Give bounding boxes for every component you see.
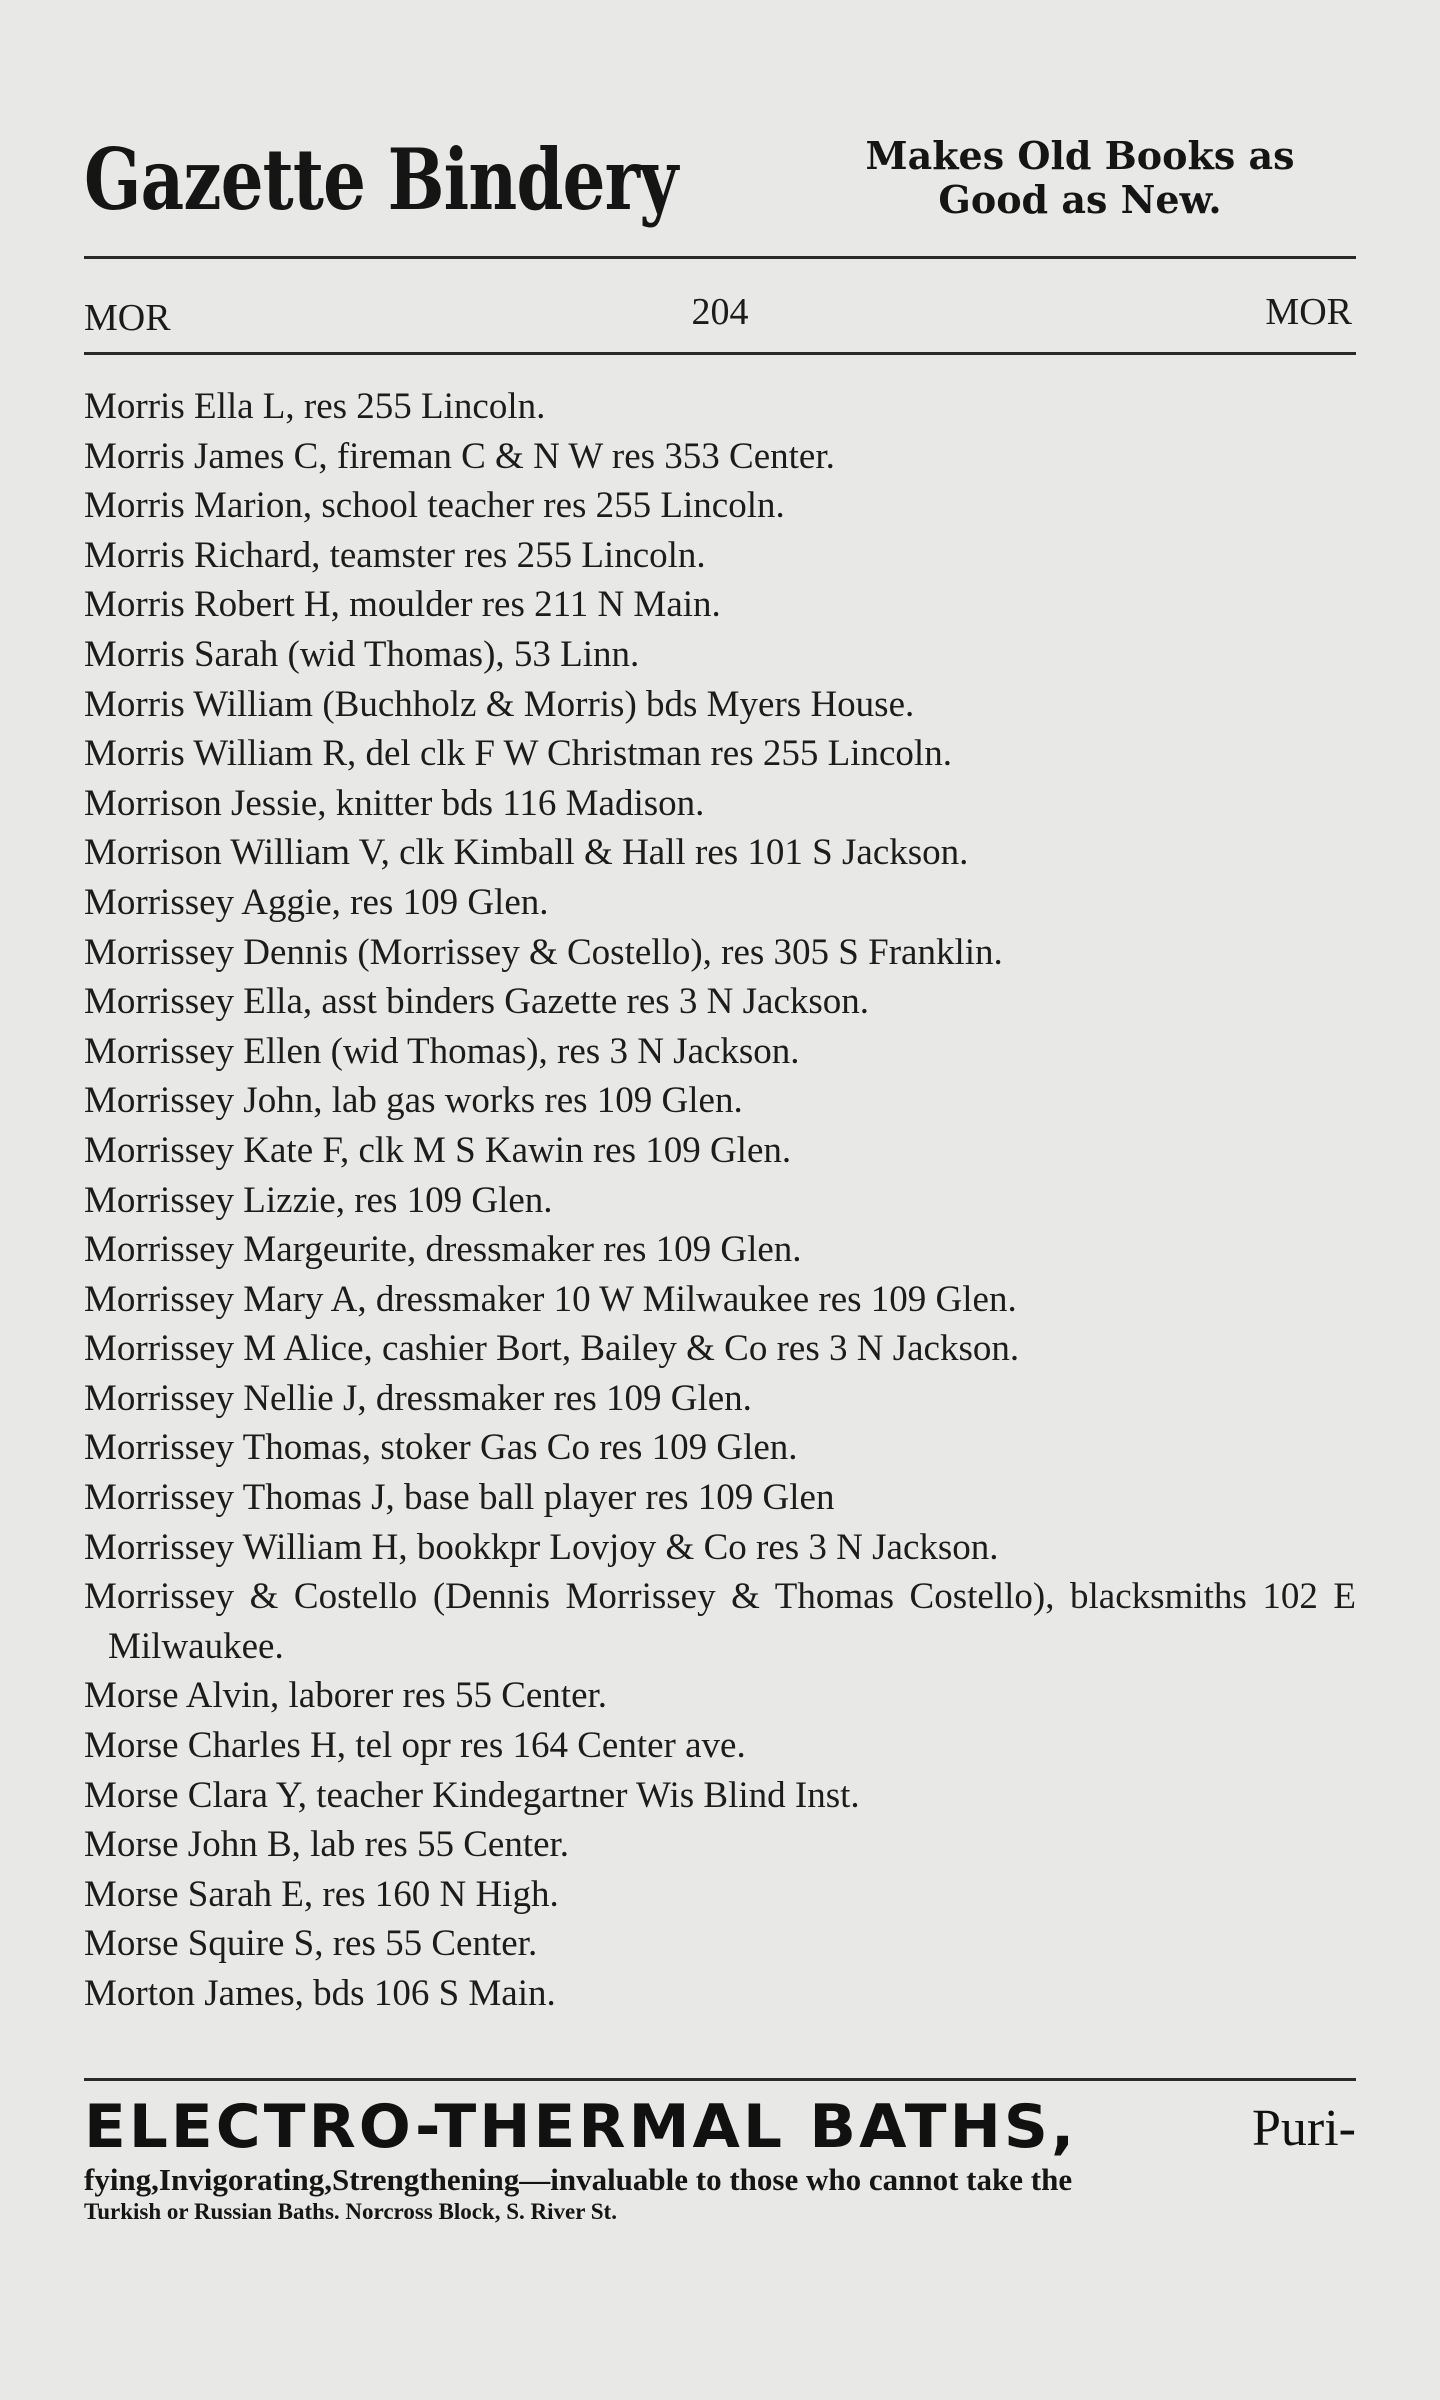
- directory-entry: Morrissey Ellen (wid Thomas), res 3 N Jackson.: [84, 1030, 800, 1072]
- directory-entry: Morris Marion, school teacher res 255 Lincoln.: [84, 485, 785, 527]
- page-number: 204: [691, 291, 749, 333]
- directory-entry: Morris Richard, teamster res 255 Lincoln.: [84, 534, 706, 576]
- directory-entry: Morse Alvin, laborer res 55 Center.: [84, 1675, 608, 1717]
- directory-entry: Morris Robert H, moulder res 211 N Main.: [84, 584, 721, 626]
- bottom-ad-line1: [84, 2092, 1356, 2162]
- bottom-ad-address: Turkish or Russian Baths. Norcross Block, S. River St.: [84, 2199, 617, 2224]
- directory-entry: Morse Sarah E, res 160 N High.: [84, 1873, 559, 1915]
- top-ad-brand: Gazette Bindery: [84, 130, 678, 229]
- directory-entry: Morrissey Kate F, clk M S Kawin res 109 Glen.: [84, 1129, 792, 1171]
- directory-entry: Morse Clara Y, teacher Kindegartner Wis Blind Inst.: [84, 1774, 860, 1816]
- top-ad-tagline-line2: Good as New.: [938, 177, 1222, 222]
- directory-entry: Morrissey Mary A, dressmaker 10 W Milwaukee res 109 Glen.: [84, 1278, 1017, 1320]
- directory-entry: Morris Sarah (wid Thomas), 53 Linn.: [84, 633, 640, 675]
- top-advertisement: [84, 120, 1356, 250]
- directory-entry: Morrissey Thomas J, base ball player res 109 Glen: [84, 1477, 835, 1519]
- bottom-ad-line1-tail: Puri-: [1252, 2100, 1356, 2157]
- running-head-right: MOR: [1265, 291, 1352, 333]
- directory-entry: Morrissey Aggie, res 109 Glen.: [84, 881, 549, 923]
- directory-entry: Morrissey Nellie J, dressmaker res 109 Glen.: [84, 1377, 752, 1419]
- directory-entry: Morrissey Ella, asst binders Gazette res 3 N Jackson.: [84, 981, 870, 1023]
- top-ad-tagline-line1: Makes Old Books as: [865, 133, 1295, 178]
- running-head-left: MOR: [84, 297, 171, 339]
- directory-entry: Morris William R, del clk F W Christman res 255 Lincoln.: [84, 733, 952, 775]
- directory-entry: Morris William (Buchholz & Morris) bds Myers House.: [84, 683, 915, 725]
- directory-entries: [84, 382, 1356, 2019]
- directory-entry: Morris James C, fireman C & N W res 353 Center.: [84, 435, 835, 477]
- directory-entry: Morrissey John, lab gas works res 109 Glen.: [84, 1080, 743, 1122]
- directory-entry: Morse Squire S, res 55 Center.: [84, 1923, 538, 1965]
- directory-entry: Morrison William V, clk Kimball & Hall res 101 S Jackson.: [84, 832, 969, 874]
- directory-entry: Morrissey M Alice, cashier Bort, Bailey & Co res 3 N Jackson.: [84, 1328, 1020, 1370]
- directory-entry: Morse John B, lab res 55 Center.: [84, 1824, 570, 1866]
- top-ad-tagline: [810, 134, 1350, 222]
- bottom-ad-headline: ELECTRO-THERMAL BATHS,: [84, 2092, 1078, 2162]
- directory-entry: Morrissey & Costello (Dennis Morrissey & Thomas Costello), blacksmiths 102 E Milwaukee.: [84, 1576, 1356, 1667]
- top-ad-divider: [84, 256, 1356, 259]
- running-head: [84, 282, 1356, 342]
- directory-entry: Morrissey William H, bookkpr Lovjoy & Co res 3 N Jackson.: [84, 1526, 999, 1568]
- bottom-advertisement: [84, 2080, 1356, 2240]
- directory-entry: Morrissey Lizzie, res 109 Glen.: [84, 1179, 553, 1221]
- bottom-ad-body: fying,Invigorating,Strengthening—invaluable to those who cannot take the: [84, 2162, 1073, 2197]
- directory-entry: Morrissey Thomas, stoker Gas Co res 109 Glen.: [84, 1427, 798, 1469]
- directory-entry: Morrissey Margeurite, dressmaker res 109 Glen.: [84, 1229, 802, 1271]
- directory-entry: Morton James, bds 106 S Main.: [84, 1973, 556, 2014]
- directory-entry: Morse Charles H, tel opr res 164 Center ave.: [84, 1725, 746, 1767]
- running-head-divider: [84, 352, 1356, 355]
- directory-entry: Morris Ella L, res 255 Lincoln.: [84, 386, 546, 427]
- directory-entry: Morrissey Dennis (Morrissey & Costello), res 305 S Franklin.: [84, 931, 1003, 973]
- directory-entry: Morrison Jessie, knitter bds 116 Madison.: [84, 782, 705, 824]
